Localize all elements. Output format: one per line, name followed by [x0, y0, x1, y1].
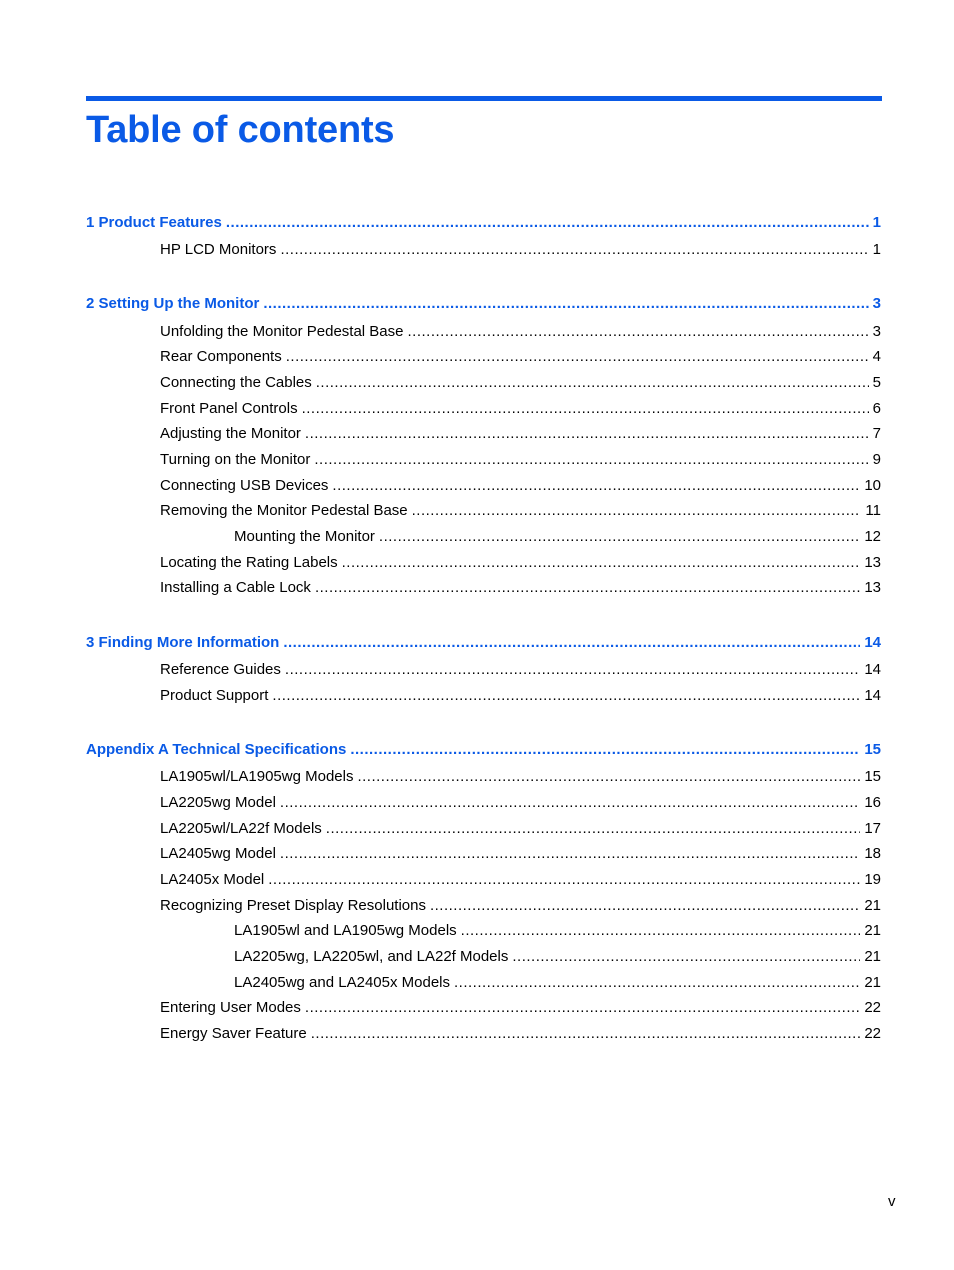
toc-entry[interactable]: [160, 553, 881, 573]
dot-leader: [342, 553, 861, 573]
dot-leader: [461, 921, 861, 941]
dot-leader: [379, 527, 860, 547]
dot-leader: [305, 998, 860, 1018]
toc-entry-label: Rear Components: [160, 347, 286, 367]
toc-entry-page-number: 12: [864, 528, 881, 545]
toc-entry[interactable]: [234, 973, 881, 993]
toc-entry[interactable]: [160, 896, 881, 916]
toc-entry-page-number: 14: [864, 661, 881, 678]
toc-entry[interactable]: [160, 476, 881, 496]
toc-chapter-entry[interactable]: [86, 294, 881, 314]
dot-leader: [305, 424, 869, 444]
toc-entry-label: Locating the Rating Labels: [160, 553, 342, 573]
toc-entry[interactable]: [160, 686, 881, 706]
toc-entry-page-number: 14: [864, 687, 881, 704]
toc-entry-page-number: 10: [864, 477, 881, 494]
toc-entry-label: LA1905wl and LA1905wg Models: [234, 921, 461, 941]
toc-entry-label: 2 Setting Up the Monitor: [86, 294, 263, 314]
toc-entry[interactable]: [160, 819, 881, 839]
toc-entry-page-number: 22: [864, 999, 881, 1016]
dot-leader: [286, 347, 869, 367]
dot-leader: [316, 373, 869, 393]
dot-leader: [512, 947, 860, 967]
toc-chapter-entry[interactable]: [86, 213, 881, 233]
toc-entry-page-number: 22: [864, 1025, 881, 1042]
dot-leader: [280, 844, 860, 864]
dot-leader: [454, 973, 860, 993]
dot-leader: [357, 767, 860, 787]
toc-entry[interactable]: [160, 373, 881, 393]
toc-entry[interactable]: [160, 240, 881, 260]
toc-entry-page-number: 13: [864, 554, 881, 571]
toc-entry[interactable]: [160, 322, 881, 342]
toc-entry-page-number: 18: [864, 845, 881, 862]
toc-entry-page-number: 3: [872, 295, 881, 312]
toc-entry[interactable]: [160, 870, 881, 890]
page-number: v: [888, 1193, 896, 1210]
dot-leader: [285, 660, 860, 680]
toc-entry-label: Recognizing Preset Display Resolutions: [160, 896, 430, 916]
toc-entry-label: Product Support: [160, 686, 272, 706]
toc-entry-label: LA2205wg, LA2205wl, and LA22f Models: [234, 947, 512, 967]
toc-entry-page-number: 9: [872, 451, 881, 468]
toc-entry-page-number: 4: [872, 348, 881, 365]
toc-entry-page-number: 15: [864, 768, 881, 785]
toc-entry-page-number: 7: [872, 425, 881, 442]
toc-entry-page-number: 3: [872, 323, 881, 340]
dot-leader: [314, 450, 868, 470]
toc-entry[interactable]: [160, 399, 881, 419]
toc-entry-label: Energy Saver Feature: [160, 1024, 311, 1044]
dot-leader: [350, 740, 860, 760]
toc-entry-page-number: 21: [864, 974, 881, 991]
toc-entry-page-number: 1: [872, 241, 881, 258]
toc-entry[interactable]: [160, 424, 881, 444]
toc-entry-label: LA1905wl/LA1905wg Models: [160, 767, 357, 787]
toc-entry-label: 3 Finding More Information: [86, 633, 283, 653]
toc-entry-page-number: 5: [872, 374, 881, 391]
toc-entry-label: Connecting the Cables: [160, 373, 316, 393]
toc-entry[interactable]: [160, 998, 881, 1018]
toc-entry-page-number: 16: [864, 794, 881, 811]
dot-leader: [226, 213, 869, 233]
dot-leader: [280, 793, 860, 813]
toc-entry-page-number: 13: [864, 579, 881, 596]
toc-entry-label: Turning on the Monitor: [160, 450, 314, 470]
dot-leader: [412, 501, 862, 521]
toc-entry-page-number: 21: [864, 922, 881, 939]
toc-entry[interactable]: [234, 921, 881, 941]
toc-entry-page-number: 6: [872, 400, 881, 417]
dot-leader: [268, 870, 860, 890]
toc-entry[interactable]: [234, 527, 881, 547]
toc-entry[interactable]: [160, 767, 881, 787]
toc-entry[interactable]: [160, 844, 881, 864]
toc-entry-label: Installing a Cable Lock: [160, 578, 315, 598]
toc-entry-page-number: 21: [864, 948, 881, 965]
toc-entry[interactable]: [234, 947, 881, 967]
toc-entry-label: Unfolding the Monitor Pedestal Base: [160, 322, 407, 342]
toc-entry-page-number: 15: [864, 741, 881, 758]
toc-entry-label: Mounting the Monitor: [234, 527, 379, 547]
toc-entry-page-number: 14: [864, 634, 881, 651]
dot-leader: [302, 399, 869, 419]
dot-leader: [407, 322, 868, 342]
toc-entry-label: Entering User Modes: [160, 998, 305, 1018]
dot-leader: [326, 819, 861, 839]
toc-chapter-entry[interactable]: [86, 740, 881, 760]
toc-entry[interactable]: [160, 501, 881, 521]
toc-entry[interactable]: [160, 450, 881, 470]
dot-leader: [332, 476, 860, 496]
toc-entry-label: LA2405wg and LA2405x Models: [234, 973, 454, 993]
toc-entry-label: Front Panel Controls: [160, 399, 302, 419]
toc-entry-label: LA2205wl/LA22f Models: [160, 819, 326, 839]
toc-entry[interactable]: [160, 578, 881, 598]
toc-entry-page-number: 11: [865, 502, 881, 519]
dot-leader: [311, 1024, 861, 1044]
toc-entry-label: 1 Product Features: [86, 213, 226, 233]
toc-entry-label: LA2205wg Model: [160, 793, 280, 813]
toc-entry-page-number: 17: [864, 820, 881, 837]
toc-chapter-entry[interactable]: [86, 633, 881, 653]
toc-entry-label: Reference Guides: [160, 660, 285, 680]
toc-entry-label: HP LCD Monitors: [160, 240, 280, 260]
toc-entry[interactable]: [160, 660, 881, 680]
toc-entry-page-number: 21: [864, 897, 881, 914]
toc-entry[interactable]: [160, 347, 881, 367]
page-title: Table of contents: [86, 109, 395, 151]
toc-entry-label: LA2405x Model: [160, 870, 268, 890]
toc-entry-label: Adjusting the Monitor: [160, 424, 305, 444]
toc-entry-label: LA2405wg Model: [160, 844, 280, 864]
toc-entry-page-number: 19: [864, 871, 881, 888]
dot-leader: [315, 578, 860, 598]
toc-entry-label: Appendix A Technical Specifications: [86, 740, 350, 760]
toc-entry-page-number: 1: [872, 214, 881, 231]
dot-leader: [283, 633, 860, 653]
dot-leader: [280, 240, 868, 260]
toc-entry[interactable]: [160, 793, 881, 813]
dot-leader: [263, 294, 868, 314]
title-rule: [86, 96, 882, 101]
toc-entry-label: Connecting USB Devices: [160, 476, 332, 496]
dot-leader: [272, 686, 860, 706]
toc-entry-label: Removing the Monitor Pedestal Base: [160, 501, 412, 521]
toc-entry[interactable]: [160, 1024, 881, 1044]
dot-leader: [430, 896, 860, 916]
